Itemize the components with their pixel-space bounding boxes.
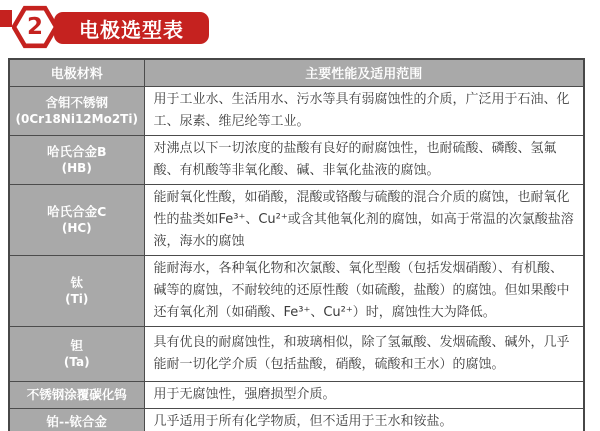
step-badge-number: 2 [26, 14, 43, 40]
electrode-selection-table [8, 58, 585, 431]
description-cell: 能耐海水，各种氧化物和次氯酸、氧化型酸（包括发烟硝酸）、有机酸、碱等的腐蚀，不耐较纯的还原性酸（如硫酸，盐酸）的腐蚀。但如果酸中还有氧化剂（如硝酸、Fe³⁺、Cu²⁺）时，腐蚀性大为降低。 [144, 255, 584, 326]
table-row [9, 255, 584, 326]
table-row [9, 408, 584, 431]
column-header-performance: 主要性能及适用范围 [144, 59, 584, 86]
material-cell [9, 86, 144, 135]
title-banner [54, 12, 209, 44]
material-code: (0Cr18Ni12Mo2Ti) [15, 111, 138, 126]
table-header-row [9, 59, 584, 86]
table-row [9, 86, 584, 135]
page-title: 电极选型表 [79, 17, 184, 42]
material-name: 铂--铱合金 [46, 414, 107, 429]
corner-accent-square [0, 10, 12, 27]
material-cell [9, 184, 144, 255]
material-code: (HB) [61, 160, 92, 175]
column-header-material: 电极材料 [9, 59, 144, 86]
material-name: 不锈钢涂覆碳化钨 [26, 387, 127, 402]
description-cell: 几乎适用于所有化学物质，但不适用于王水和铵盐。 [144, 408, 584, 431]
table-row [9, 184, 584, 255]
material-name: 钛 [70, 274, 83, 290]
material-cell [9, 135, 144, 184]
material-name: 哈氏合金C [47, 203, 107, 219]
description-cell: 对沸点以下一切浓度的盐酸有良好的耐腐蚀性，也耐硫酸、磷酸、氢氟酸、有机酸等非氧化酸、碱、非氧化盐液的腐蚀。 [144, 135, 584, 184]
table-row [9, 381, 584, 408]
material-cell [9, 381, 144, 408]
material-cell [9, 408, 144, 431]
description-cell: 用于无腐蚀性，强磨损型介质。 [144, 381, 584, 408]
material-cell [9, 326, 144, 381]
description-cell: 用于工业水、生活用水、污水等具有弱腐蚀性的介质，广泛用于石油、化工、尿素、维尼纶等工业。 [144, 86, 584, 135]
description-cell: 能耐氧化性酸，如硝酸，混酸或铬酸与硫酸的混合介质的腐蚀，也耐氧化性的盐类如Fe³⁺、Cu²⁺或含其他氧化剂的腐蚀，如高于常温的次氯酸盐溶液，海水的腐蚀 [144, 184, 584, 255]
table-row [9, 326, 584, 381]
material-code: (HC) [61, 220, 92, 235]
description-cell: 具有优良的耐腐蚀性，和玻璃相似，除了氢氟酸、发烟硫酸、碱外，几乎能耐一切化学介质（包括盐酸，硝酸，硫酸和王水）的腐蚀。 [144, 326, 584, 381]
material-name: 钽 [70, 337, 83, 353]
material-code: (Ti) [65, 291, 89, 306]
material-cell [9, 255, 144, 326]
table-row [9, 135, 584, 184]
material-name: 含钼不锈钢 [45, 94, 108, 110]
material-name: 哈氏合金B [46, 143, 107, 159]
step-badge [12, 5, 58, 49]
material-code: (Ta) [63, 354, 90, 369]
